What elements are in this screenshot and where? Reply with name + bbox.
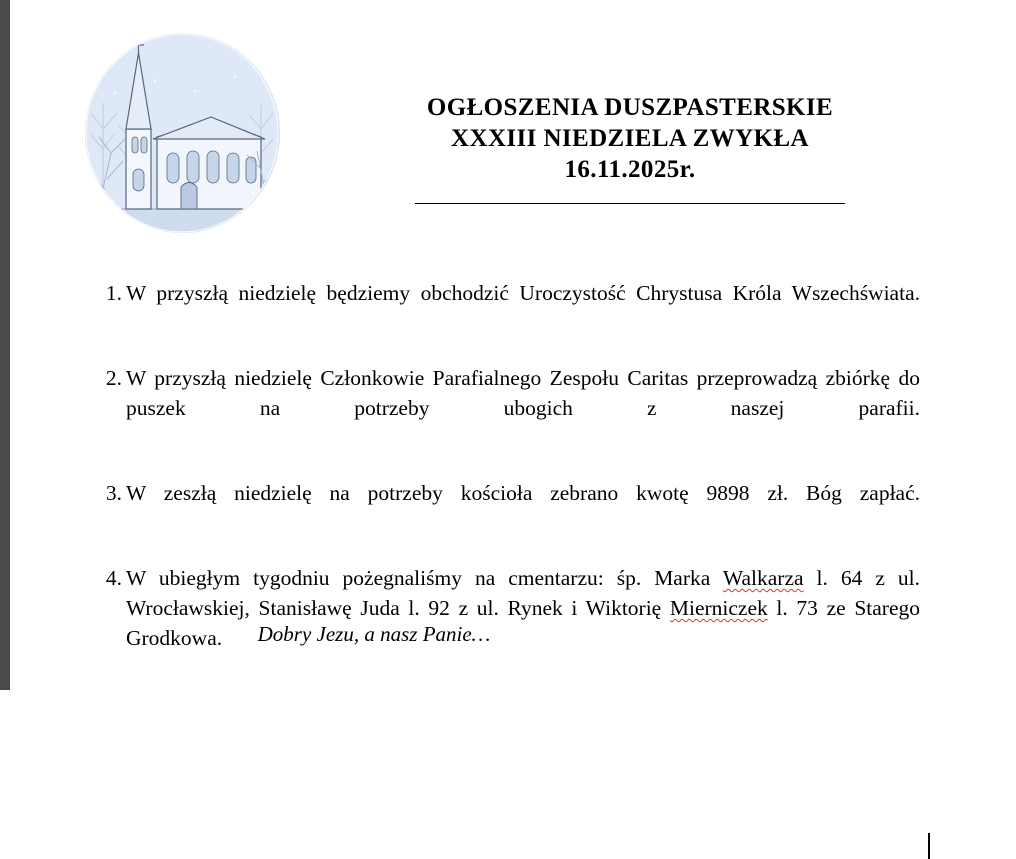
list-item-number: 4. (105, 566, 122, 590)
page-left-margin-strip (0, 0, 10, 690)
document-title-block (310, 92, 950, 204)
list-item-text: W zeszłą niedzielę na potrzeby kościoła zebrano kwotę 9898 zł. Bóg zapłać. (126, 481, 920, 505)
list-item (20, 278, 1008, 338)
closing-prayer-line: Dobry Jezu, a nasz Panie… (257, 622, 491, 646)
spellcheck-underlined-word: Walkarza (722, 566, 804, 590)
text-prefix: W ubiegłym tygodniu pożegnaliśmy na cmentarzu: śp. Marka (126, 566, 723, 590)
list-item (20, 478, 1008, 538)
page-right-margin-strip (1008, 0, 1016, 690)
list-item-text: W przyszłą niedzielę będziemy obchodzić Uroczystość Chrystusa Króla Wszechświata. (126, 281, 920, 305)
document-header (10, 0, 1008, 250)
title-line-1: OGŁOSZENIA DUSZPASTERSKIE (426, 94, 834, 121)
document-sheet (10, 0, 1008, 690)
list-item (20, 363, 1008, 453)
text-cursor (928, 833, 930, 859)
title-line-2: XXXIII NIEDZIELA ZWYKŁA (451, 125, 809, 152)
list-item-text: W przyszłą niedzielę Członkowie Parafialnego Zespołu Caritas przeprowadzą zbiórkę do puszek na potrzeby ubogich z naszej parafii. (126, 366, 920, 420)
list-item-number: 2. (105, 366, 122, 390)
title-divider (415, 203, 845, 204)
title-line-3: 16.11.2025r. (564, 156, 696, 183)
text-middle: l. 64 z ul. Wrocławskiej, Stanisławę Juda l. 92 z ul. Rynek i Wiktorię (126, 566, 920, 620)
list-item-number: 3. (105, 481, 122, 505)
list-item-number: 1. (105, 281, 122, 305)
spellcheck-underlined-word: Mierniczek (669, 596, 768, 620)
church-illustration-icon (85, 33, 280, 233)
text-suffix: l. 73 ze Starego Grodkowa. (126, 596, 920, 650)
